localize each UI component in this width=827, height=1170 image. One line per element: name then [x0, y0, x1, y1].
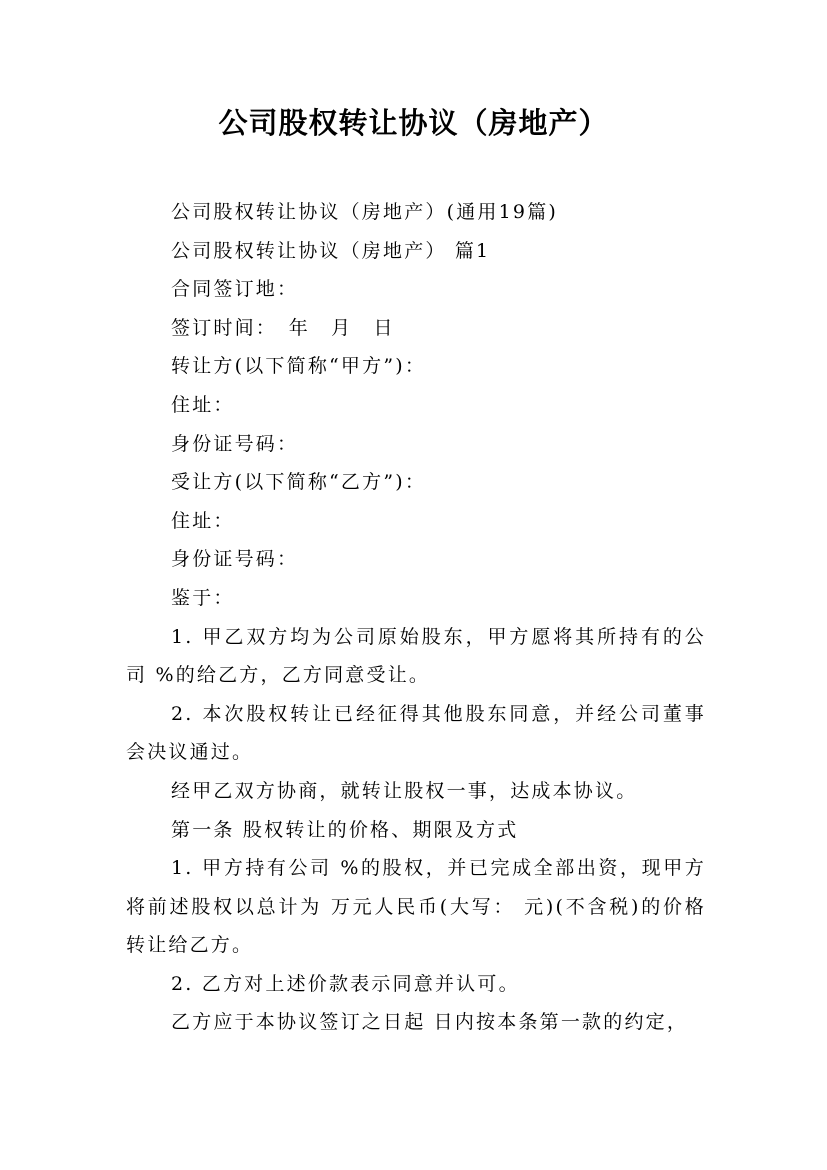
paragraph-transferor: 转让方(以下简称“甲方”)：	[171, 355, 427, 378]
paragraph-whereas-2: 2. 本次股权转让已经征得其他股东同意，并经公司董事会决议通过。	[126, 702, 706, 764]
paragraph-signing-time: 签订时间： 年 月 日	[171, 316, 395, 339]
paragraph-article-1-clause-1: 1. 甲方持有公司 %的股权，并已完成全部出资，现甲方将前述股权以总计为 万元人民币(大写： 元)(不含税)的价格转让给乙方。	[126, 857, 706, 957]
paragraph-transferor-id: 身份证号码：	[171, 432, 299, 455]
paragraph-subtitle: 公司股权转让协议（房地产）(通用19篇)	[171, 201, 559, 223]
paragraph-article-1-clause-2: 2. 乙方对上述价款表示同意并认可。	[171, 972, 520, 995]
paragraph-article-1-payment: 乙方应于本协议签订之日起 日内按本条第一款的约定，	[171, 1011, 689, 1034]
paragraph-transferee: 受让方(以下简称“乙方”)：	[171, 471, 427, 494]
paragraph-transferee-address: 住址：	[171, 509, 235, 532]
paragraph-signing-place: 合同签订地：	[171, 278, 299, 301]
paragraph-section-heading: 公司股权转让协议（房地产） 篇1	[171, 239, 491, 262]
paragraph-transferor-address: 住址：	[171, 393, 235, 416]
paragraph-whereas-1: 1. 甲乙双方均为公司原始股东，甲方愿将其所持有的公司 %的给乙方，乙方同意受让。	[126, 625, 706, 687]
paragraph-agreement-intro: 经甲乙双方协商，就转让股权一事，达成本协议。	[171, 779, 638, 802]
paragraph-whereas: 鉴于：	[171, 586, 235, 609]
document-body	[126, 193, 706, 1042]
paragraph-article-1-heading: 第一条 股权转让的价格、期限及方式	[171, 818, 519, 841]
paragraph-transferee-id: 身份证号码：	[171, 548, 299, 571]
document-title: 公司股权转让协议（房地产）	[218, 106, 609, 140]
